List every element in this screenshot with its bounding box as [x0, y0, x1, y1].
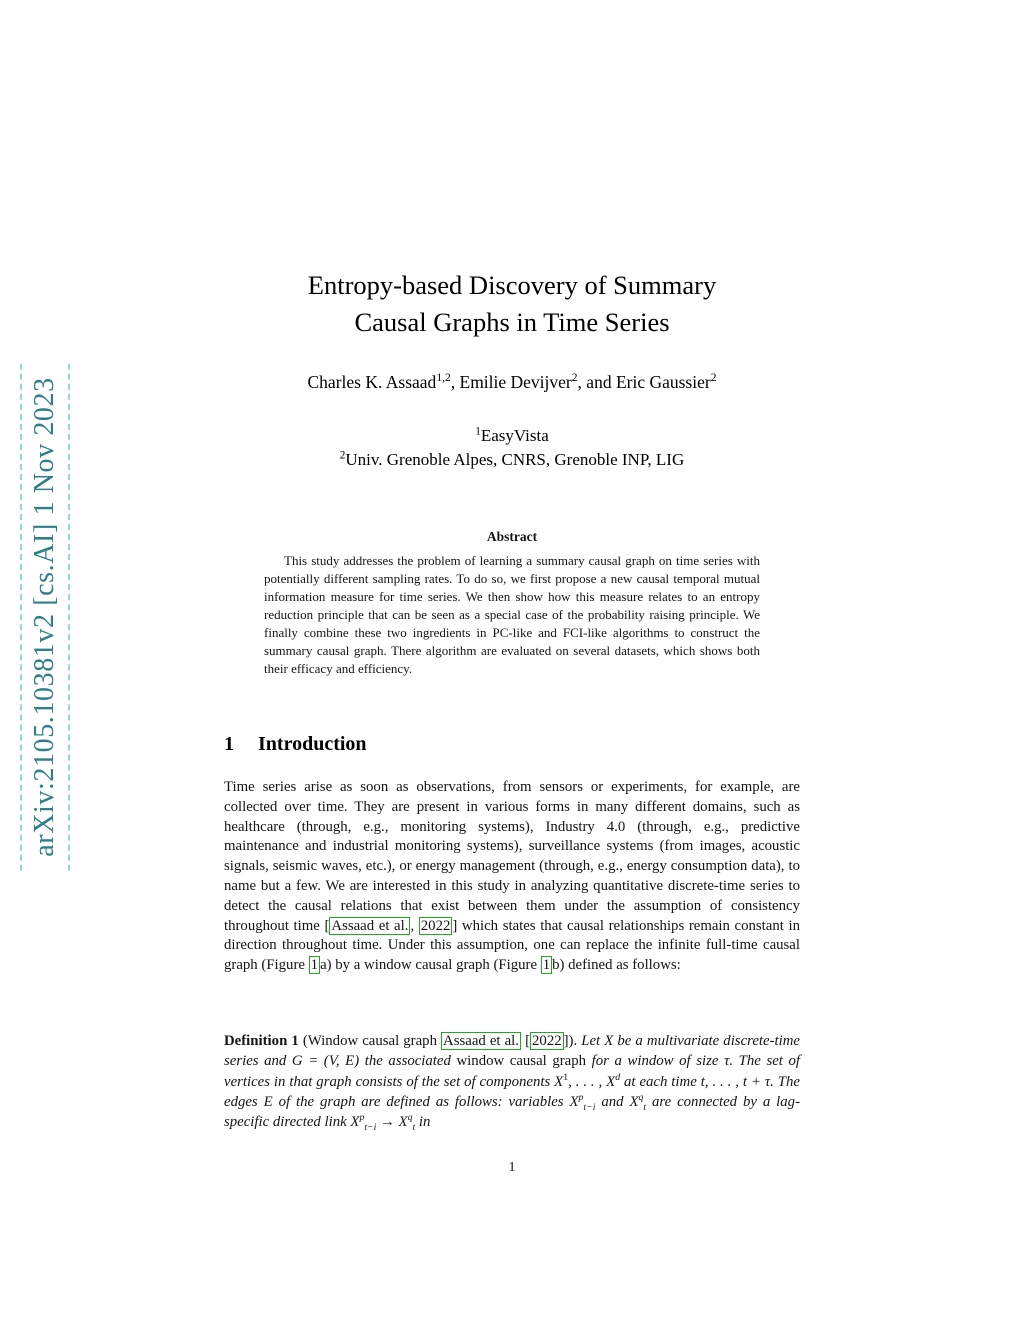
text-run: b) defined as follows:: [552, 957, 681, 974]
text-run: Charles K. Assaad: [307, 372, 437, 392]
text-run: p: [359, 1112, 365, 1124]
text-run: EasyVista: [480, 426, 549, 445]
text-run: X: [569, 1093, 579, 1110]
citation-link[interactable]: 2022: [532, 1033, 562, 1049]
text-run: ) the associated: [354, 1053, 457, 1070]
text-run: q: [407, 1112, 413, 1124]
text-run: t−i: [364, 1122, 377, 1134]
definition-paragraph: [224, 1031, 800, 1132]
text-run: 2: [339, 449, 346, 462]
paper-title-line-1: Entropy-based Discovery of Summary: [307, 270, 717, 300]
text-run: Univ. Grenoble Alpes, CNRS, Grenoble INP, LIG: [345, 450, 685, 469]
text-run: X: [398, 1114, 408, 1131]
text-run: t: [643, 1101, 647, 1113]
text-run: X: [554, 1073, 564, 1090]
text-run: 2: [710, 372, 717, 385]
text-run: →: [376, 1114, 399, 1131]
text-run: a) by a window causal graph (Figure: [320, 957, 541, 974]
text-run: in: [415, 1114, 431, 1131]
text-run: 2: [571, 372, 578, 385]
text-run: . The set of vertices in that graph consists of the set of components: [224, 1053, 800, 1090]
text-run: t: [412, 1122, 416, 1134]
text-run: Let: [581, 1033, 605, 1049]
text-run: X: [350, 1114, 360, 1131]
text-run: t: [742, 1073, 748, 1090]
figure-reference[interactable]: 1: [310, 957, 319, 974]
section-number: 1: [224, 733, 234, 755]
text-run: Definition 1: [224, 1033, 299, 1049]
text-run: (Window causal graph: [298, 1033, 442, 1049]
text-run: for a window of size: [586, 1053, 725, 1070]
text-run: X: [606, 1073, 616, 1090]
citation-link[interactable]: 2022: [420, 917, 451, 934]
text-run: τ: [724, 1053, 730, 1070]
text-run: d: [615, 1071, 621, 1083]
text-run: E: [263, 1093, 273, 1110]
citation-link[interactable]: Assaad et al.: [331, 917, 409, 934]
text-run: , . . . ,: [704, 1073, 743, 1090]
text-run: +: [747, 1073, 765, 1090]
text-run: ,: [335, 1053, 346, 1070]
paper-title: [162, 267, 862, 340]
text-run: of the graph are defined as follows: variables: [272, 1093, 570, 1110]
text-run: p: [578, 1091, 584, 1103]
section-label: Introduction: [258, 733, 367, 755]
abstract-heading: Abstract: [486, 529, 538, 544]
text-run: . The edges: [224, 1073, 800, 1110]
text-run: ,: [410, 917, 419, 934]
section-heading-introduction: [224, 733, 367, 756]
intro-paragraph: [224, 778, 800, 976]
text-run: , . . . ,: [568, 1073, 607, 1090]
arxiv-watermark: arXiv:2105.10381v2 [cs.AI] 1 Nov 2023: [20, 363, 70, 870]
text-run: are connected by a lag-specific directed link: [224, 1093, 801, 1131]
paper-title-line-2: Causal Graphs in Time Series: [354, 306, 670, 337]
text-run: E: [345, 1053, 355, 1070]
affiliation-line-2: [112, 448, 912, 472]
text-run: 1: [563, 1071, 569, 1083]
text-run: at each time: [620, 1073, 701, 1090]
text-run: G: [291, 1053, 303, 1070]
text-run: t−i: [583, 1101, 596, 1113]
text-run: be a multivariate discrete-time series and: [224, 1033, 800, 1070]
text-run: V: [328, 1053, 336, 1070]
page-number: 1: [508, 1160, 516, 1175]
authors-line: [112, 372, 912, 393]
text-run: ]).: [563, 1033, 582, 1049]
text-run: X: [604, 1033, 614, 1049]
text-run: X: [629, 1093, 639, 1110]
text-run: = (: [302, 1053, 329, 1070]
text-run: q: [638, 1091, 644, 1103]
text-run: t: [700, 1073, 705, 1090]
text-run: 1: [475, 425, 481, 438]
text-run: window causal graph: [456, 1053, 587, 1070]
text-run: , Emilie Devijver: [450, 372, 572, 392]
text-run: τ: [764, 1073, 771, 1090]
text-run: 1,2: [436, 372, 451, 385]
citation-link[interactable]: Assaad et al.: [443, 1033, 519, 1049]
affiliation-line-1: [112, 424, 912, 448]
text-run: ] which states that causal relationships remain constant in direction throughout time. Under this assumption, one can replace the infinite full-time causal graph (Figure: [224, 917, 800, 974]
text-run: and: [595, 1093, 630, 1110]
figure-reference[interactable]: 1: [542, 957, 551, 974]
text-run: , and Eric Gaussier: [577, 372, 711, 392]
affiliations: [112, 424, 912, 472]
text-run: Time series arise as soon as observations, from sensors or experiments, for example, are collected over time. They are present in various forms in many different domains, such as healthcare (through, e.g., monitoring systems), Industry 4.0 (through, e.g., predictive maintenance and industrial monitoring systems), surveillance systems (from images, acoustic signals, seismic waves, etc.), or energy management (through, e.g., energy consumption data), to name but a few. We are interested in this study in analyzing quantitative discrete-time series to detect the causal relations that exist between them under the assumption of consistency throughout time [: [224, 779, 800, 934]
text-run: [: [521, 1033, 531, 1049]
abstract-text: This study addresses the problem of learning a summary causal graph on time series with potentially different sampling rates. To do so, we first propose a new causal temporal mutual information measure for time series. We then show how this measure relates to an entropy reduction principle that can be seen as a special case of the probability raising principle. We finally combine these two ingredients in PC-like and FCI-like algorithms to construct the summary causal graph. There algorithm are evaluated on several datasets, which shows both their efficacy and efficiency.: [264, 553, 760, 676]
